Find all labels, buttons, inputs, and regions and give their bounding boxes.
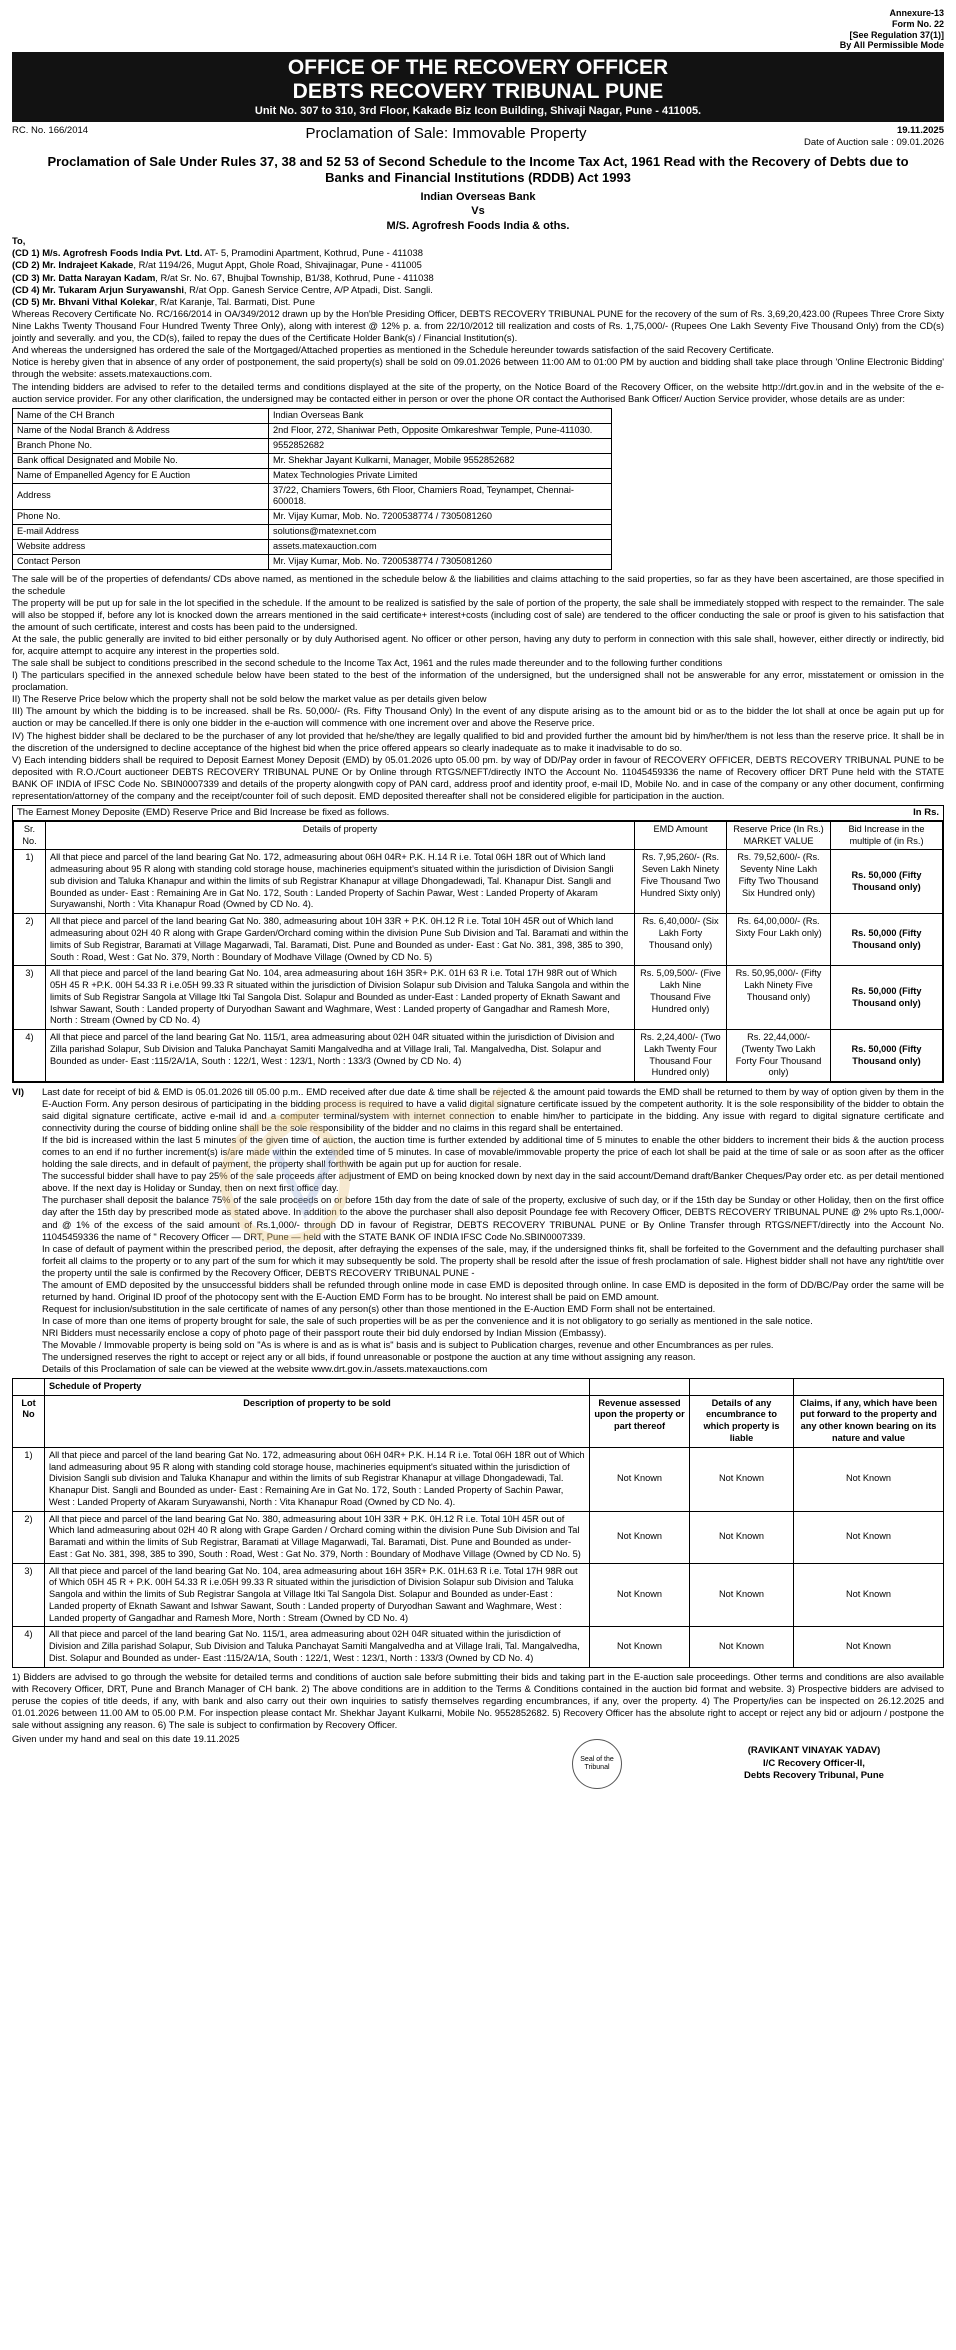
date-block bbox=[804, 122, 944, 149]
table-row: Bank offical Designated and Mobile No. Mr. Shekhar Jayant Kulkarni, Manager, Mobile 9552852682 bbox=[13, 453, 612, 468]
terms-vi-paragraph: The successful bidder shall have to pay 25% of the sale proceeds after adjustment of EMD on being knocked down by next day in the said account/Demand draft/Banker Cheques/Pay order etc. as per detail mentioned above. If the next day is Holiday or Sunday, then on next first office day. bbox=[42, 1170, 944, 1194]
terms-vi-paragraph: The undersigned reserves the right to accept or reject any or all bids, if found unreasonable or postpone the auction at any time without assigning any reason. bbox=[42, 1350, 696, 1362]
rules-heading: Proclamation of Sale Under Rules 37, 38 and 52 53 of Second Schedule to the Income Tax Act, 1961 Read with the Recovery of Debts due to Banks and Financial Institutions (RDDB) Act 1993 bbox=[47, 153, 909, 185]
terms-vi-paragraph: Request for inclusion/substitution in the sale certificate of names of any person(s) other than those mentioned in the E-Auction EMD Form shall not be entertained. bbox=[42, 1302, 716, 1314]
to-label: To, bbox=[12, 235, 26, 247]
table-row: E-mail Address solutions@matexnet.com bbox=[13, 525, 612, 540]
table-row: Phone No. Mr. Vijay Kumar, Mob. No. 7200538774 / 7305081260 bbox=[13, 510, 612, 525]
table-row: 1) All that piece and parcel of the land bearing Gat No. 172, admeasuring about 06H 04R+ P.K. H.14 R i.e. Total 06H 18R out of Which land admeasuring about 95 R along with standing cold storage house, machineries equipment's situated within the jurisdiction of Division Sangli sub division and Taluka Khanapur and within the limits of sub Registrar Khanapur at village Dhongadewadi, Tal. Khanapur Dist. Sangli and Bounded as under- East : Remaining Are in Gat No. 172, South : Landed Property of Sachin Pawar, West : Landed Property of Akaram Suryawanshi, North : Vita Khanapur Road (Owned by CD No. 4). Not Known Not Known Not Known bbox=[13, 1447, 944, 1511]
table-row: Branch Phone No. 9552852682 bbox=[13, 438, 612, 453]
office-title: OFFICE OF THE RECOVERY OFFICER bbox=[287, 56, 669, 80]
table-row: Address 37/22, Chamiers Towers, 6th Floor, Chamiers Road, Teynampet, Chennai-600018. bbox=[13, 483, 612, 510]
sale-term: V) Each intending bidders shall be required to Deposit Earnest Money Deposit (EMD) by 05.01.2026 upto 05.00 pm. by way of DD/Pay order in favour of RECOVERY OFFICER, DEBTS RECOVERY TRIBUNAL PUNE to be deposited with R.O./Court auctioneer DEBTS RECOVERY TRIBUNAL PUNE Or by Online through RTGS/NEFT/directly INTO the Account No. 11045459336 the name of Recovery officer DRT Pune held with the STATE BANK OF INDIA of IFSC Code No. SBIN0007339 and details of the property alongwith copy of PAN card, address proof and identity proof, e-mail ID, Mobile No. and in case of the company or any other document, confirming representation/attorney of the company and the receipt/counter foil of such deposit. EMD deposited thereafter shall not be considered eligible for participation in the auction. bbox=[12, 753, 944, 801]
terms-vi-paragraph: The Movable / Immovable property is being sold on "As is where is and as is what is" basis and is subject to Publication charges, revenue and other Encumbrances as per rules. bbox=[42, 1338, 774, 1350]
auction-date: Date of Auction sale : 09.01.2026 bbox=[804, 137, 944, 149]
emd-table bbox=[13, 821, 943, 1082]
table-row: Name of Empanelled Agency for E Auction Matex Technologies Private Limited bbox=[13, 468, 612, 483]
bidders-advice-paragraph: The intending bidders are advised to refer to the detailed terms and conditions displayed at the site of the property, on the Notice Board of the Recovery Officer, on the website http://drt.gov.in and in the website of the e-auction service provider. For any other clarification, the undersigned may be contacted either in person or over the phone OR contact the Authorised Bank Officer/ Auction Service provider, whose details are as under: bbox=[12, 380, 944, 404]
issue-date: 19.11.2025 bbox=[896, 125, 944, 137]
regulation-ref: [See Regulation 37(1)] bbox=[849, 29, 944, 40]
sale-term: IV) The highest bidder shall be declared to be the purchaser of any lot provided that he/she/they are legally qualified to bid and provided further the amount bid by him/her/them is not less than the reserve price. It shall be in the discretion of the undersigned to decline acceptance of the highest bid when the price offered appears so clearly inadequate as to make it inadvisable to do so. bbox=[12, 729, 944, 753]
form-number: Form No. 22 bbox=[891, 18, 944, 29]
proclamation-title: Proclamation of Sale: Immovable Property bbox=[305, 125, 587, 143]
bank-name: Indian Overseas Bank bbox=[420, 191, 536, 204]
sale-order-paragraph: And whereas the undersigned has ordered the sale of the Mortgaged/Attached properties as mentioned in the Schedule hereunder towards satisfaction of the said Recovery Certificate. bbox=[12, 344, 774, 356]
rc-number: RC. No. 166/2014 bbox=[12, 125, 89, 137]
cd-item: (CD 1) M/s. Agrofresh Foods India Pvt. Ltd. AT- 5, Pramodini Apartment, Kothrud, Pune - 411038 bbox=[12, 247, 423, 259]
cd-item: (CD 2) Mr. Indrajeet Kakade, R/at 1194/26, Mugut Appt, Ghole Road, Shivajinagar, Pune - 411005 bbox=[12, 259, 422, 271]
signatory-name: (RAVIKANT VINAYAK YADAV) bbox=[747, 1744, 881, 1756]
sale-term: The sale will be of the properties of defendants/ CDs above named, as mentioned in the schedule below & the liabilities and claims attaching to the said properties, so far as they have been ascertained, are those specified in the schedule bbox=[12, 573, 944, 597]
cd-item: (CD 4) Mr. Tukaram Arjun Suryawanshi, R/at Opp. Ganesh Service Centre, A/P Atpadi, Dist. Sangli. bbox=[12, 283, 433, 295]
cd-item: (CD 3) Mr. Datta Narayan Kadam, R/at Sr. No. 67, Bhujbal Township, B1/38, Kothrud, Pune - 411038 bbox=[12, 271, 434, 283]
intro-section bbox=[12, 308, 944, 404]
table-header-row bbox=[13, 1378, 944, 1395]
signatory-title: I/C Recovery Officer-II, bbox=[763, 1757, 865, 1769]
signatory-office: Debts Recovery Tribunal, Pune bbox=[744, 1770, 884, 1782]
contact-table bbox=[12, 408, 612, 571]
recovery-certificate-paragraph: Whereas Recovery Certificate No. RC/166/2014 in OA/349/2012 drawn up by the Hon'ble Presiding Officer, DEBTS RECOVERY TRIBUNAL PUNE for the recovery of the sum of Rs. 3,69,20,423.00 (Rupees Three Crore Sixty Nine Lakhs Twenty Thousand Four Hundred Twenty Three Only), along with interest @ 12% p. a. from 22/10/2012 till realization and costs of Rs. 1,75,000/- (Rupees One Lakh Seventy Five Thousand Only) from the CD(s) jointly and severally. and you, the CD(s), failed to repay the dues of the Certificate Holder Bank(s) / Financial Institution(s). bbox=[12, 308, 944, 344]
defendant-name: M/S. Agrofresh Foods India & oths. bbox=[386, 219, 570, 232]
terms-vi-paragraph: NRI Bidders must necessarily enclose a copy of photo page of their passport route their bid duly endorsed by Indian Mission (Embassy). bbox=[42, 1326, 607, 1338]
terms-vi-paragraph: Last date for receipt of bid & EMD is 05.01.2026 till 05.00 p.m.. EMD received after due date & time shall be rejected & the amount paid towards the EMD shall be returned to them by way of option given by them in the E-Auction Form. Any person desirous of participating in the bidding process is required to have a valid digital signature certificate issued by the competent authority. It is the sole responsibility of the bidder to obtain the said digital signature certificate, active e-mail id and a computer terminal/system with internet connection to enable him/her to participate in the bidding. Any issue with regard to digital signature certificate and connectivity during the course of bidding online shall be the sole responsibility of the bidder and no claims in this regard shall be entertained. bbox=[42, 1086, 944, 1134]
annexure-number: Annexure-13 bbox=[889, 8, 944, 18]
sale-term: III) The amount by which the bidding is to be increased. shall be Rs. 50,000/- (Rs. Fifty Thousand Only) In the event of any dispute arising as to the amount bid or as to the bidder the lot shall at once be again put up for auction or may be cancelled.If there is only one bidder in the e-auction will commence with one increment over and above the Reserve price. bbox=[12, 705, 944, 729]
emd-unit: In Rs. bbox=[913, 806, 939, 818]
table-row: 2) All that piece and parcel of the land bearing Gat No. 380, admeasuring about 10H 33R + P.K. 0H.12 R i.e. Total 10H 45R out of Which land admeasuring about 02H 40 R along with Grape Garden/Orchard coming within the division Pune Sub Division and Tal. Baramati and within the limits of Sub Registrar, Baramati at Village Magarwadi, Tal. Baramati, Dist. Pune and Bounded as under- East : Gat No. 381, 398, 385 to 390, South : Road, West : Gat No. 379, North : Boundary of Modhave Village (Owned by CD No. 5) Rs. 6,40,000/- (Six Lakh Forty Thousand only) Rs. 64,00,000/- (Rs. Sixty Four Lakh only) Rs. 50,000 (Fifty Thousand only) bbox=[14, 914, 943, 966]
cd-list bbox=[12, 235, 944, 308]
emd-section bbox=[12, 805, 944, 1083]
sale-term: I) The particulars specified in the annexed schedule below have been stated to the best of the information of the undersigned, but the undersigned shall not be answerable for any error, misstatement or omission in the proclamation. bbox=[12, 669, 944, 693]
tribunal-title: DEBTS RECOVERY TRIBUNAL PUNE bbox=[292, 80, 664, 104]
terms-vi-paragraph: If the bid is increased within the last 5 minutes of the given time of auction, the auction time is further extended by additional time of 5 minutes to enable the other bidders to increment their bids & the auction process comes to an end if no further increment(s) is/are made within the extended time of 5 minutes. In case of movable/immovable property the price of each lot shall be paid at the time of sale or as soon after as the officer holding the sale directs, and in default of payment, the property shall forthwith be again put up for auction for resale. bbox=[42, 1134, 944, 1170]
cd-item: (CD 5) Mr. Bhvani Vithal Kolekar, R/at Karanje, Tal. Barmati, Dist. Pune bbox=[12, 296, 315, 308]
table-row: 1) All that piece and parcel of the land bearing Gat No. 172, admeasuring about 06H 04R+ P.K. H.14 R i.e. Total 06H 18R out of Which land admeasuring about 95 R along with standing cold storage house, machineries equipment's situated within the jurisdiction of Division Sangli sub division and Taluka Khanapur and within the limits of sub Registrar Khanapur at village Dhongadewadi, Tal. Khanapur Dist. Sangli and Bounded as under- East : Remaining Are in Gat No. 172, South : Landed Property of Sachin Pawar, West : Landed Property of Akaram Suryawanshi, North : Vita Khanapur Road (Owned by CD No. 4). Rs. 7,95,260/- (Rs. Seven Lakh Ninety Five Thousand Two Hundred Sixty only) Rs. 79,52,600/- (Rs. Seventy Nine Lakh Fifty Two Thousand Six Hundred only) Rs. 50,000 (Fifty Thousand only) bbox=[14, 850, 943, 914]
table-row: Name of the CH Branch Indian Overseas Bank bbox=[13, 408, 612, 423]
emd-heading: The Earnest Money Deposite (EMD) Reserve Price and Bid Increase be fixed as follows. bbox=[17, 806, 390, 818]
table-header-row: Sr. No. Details of property EMD Amount Reserve Price (In Rs.) MARKET VALUE Bid Increase in the multiple of (in Rs.) bbox=[14, 821, 943, 850]
terms-vi-label: VI) bbox=[12, 1086, 24, 1098]
tribunal-seal: Seal of the Tribunal bbox=[572, 1739, 622, 1789]
sale-term: II) The Reserve Price below which the property shall not be sold below the market value as per details given below bbox=[12, 693, 487, 705]
delivery-mode: By All Permissible Mode bbox=[839, 40, 944, 51]
terms-vi-paragraph: Details of this Proclamation of sale can be viewed at the website www.drt.gov.in./assets.matexauctions.com bbox=[42, 1362, 488, 1374]
sale-term: The property will be put up for sale in the lot specified in the schedule. If the amount to be realized is satisfied by the sale of portion of the property, the sale shall be immediately stopped with respect to the remainder. The sale will also be stopped if, before any lot is knocked down the arrears mentioned in the said certificate+ interest+costs (including cost of sale) are tendered to the officer conducting the sale or proof is given to his satisfaction that the amount of such certificate, interest and costs has been paid to the undersigned. bbox=[12, 597, 944, 633]
office-banner bbox=[12, 52, 944, 122]
notice-paragraph: Notice is hereby given that in absence of any order of postponement, the said property(s) shall be sold on 09.01.2026 between 11:00 AM to 01:00 PM by auction and bidding shall take place through 'Online Electronic Bidding' through the website: assets.matexauctions.com. bbox=[12, 356, 944, 380]
table-row: 3) All that piece and parcel of the land bearing Gat No. 104, area admeasuring about 16H 35R+ P.K. 01H 63 R i.e. Total 17H 98R out of Which 05H 45 R +P.K. 00H 54.33 R i.e.05H 99.33 R situated within the jurisdiction of Division Solapur sub Division and Taluka Sangola and within the limits of Sub Registrar Sangola at Village Itki Tal Sangola Dist. Solapur and Bounded as under-East : Landed property of Eknath Sawant and Ishwar Sawant, South : Landed property of Duryodhan Sawant and Waghmare, West : Landed property of Gangadhar and Ramesh More, North : Stream (Owned by CD No. 4) Rs. 5,09,500/- (Five Lakh Nine Thousand Five Hundred only) Rs. 50,95,000/- (Fifty Lakh Ninety Five Thousand only) Rs. 50,000 (Fifty Thousand only) bbox=[14, 966, 943, 1030]
terms-vi-section bbox=[12, 1086, 944, 1375]
parties-block bbox=[12, 190, 944, 233]
terms-vi-paragraph: In case of more than one items of property brought for sale, the sale of such properties will be as per the convenience and it is not obligatory to go serially as mentioned in the sale notice. bbox=[42, 1314, 813, 1326]
footer-notes: 1) Bidders are advised to go through the website for detailed terms and conditions of auction sale before submitting their bids and taking part in the E-auction sale proceedings. Other terms and conditions are also available with Recovery Officer, DRT, Pune and Branch Manager of CH bank. 2) The above conditions are in addition to the Terms & Conditions contained in the auction bid format and website. 3) Prospective bidders are advised to peruse the copies of title deeds, if any, with bank and also carry out their own inquiries to satisfy themselves regarding encumbrances, if any, over the property. 4) The Property/ies can be inspected on 26.12.2025 and 01.01.2026 between 11.00 AM to 05.00 P.M. For inspection please contact Mr. Shekhar Jayant Kulkarni, Mobile No. 9552852682. 5) Recovery Officer has the absolute right to accept or reject any bid or adjourn / postpone the sale without assigning any reason. 6) The sale is subject to confirmation by Recovery Officer. bbox=[12, 1670, 944, 1730]
sale-term: At the sale, the public generally are invited to bid either personally or by duly Authorised agent. No officer or other person, having any duty to perform in connection with this sale shall, however, either directly or indirectly, bid for, acquire attempt to acquire any interest in the properties sold. bbox=[12, 633, 944, 657]
signature-block bbox=[684, 1745, 944, 1783]
sale-terms-section bbox=[12, 573, 944, 802]
terms-vi-paragraph: The amount of EMD deposited by the unsuccessful bidders shall be refunded through online mode in case EMD is deposited through online. In case EMD is deposited in the form of DD/BC/Pay order the same will be returned by hand. Original ID proof of the photocopy sent with the E-Auction EMD Form has to be brought. No interest shall be paid on EMD amount. bbox=[42, 1278, 944, 1302]
versus-label: Vs bbox=[471, 205, 485, 218]
terms-vi-paragraph: The purchaser shall deposit the balance 75% of the sale proceeds on or before 15th day from the date of sale of the property, exclusive of such day, or if the 15th day be Sunday or other Holiday, then on the first office day after the 15th day by prescribed mode as stated above. In addition to the above the purchaser shall also deposit Poundage fee with Recovery Officer, DEBTS RECOVERY TRIBUNAL PUNE @ 2% upto Rs.1,000/- and @ 1% of the excess of the said amount of Rs.1,000/- through DD in favour of Registrar, DEBTS RECOVERY TRIBUNAL PUNE or By Online Transfer through RTGS/NEFT/directly into the Account No. 11045459336 the name of " Recovery Officer — DRT, Pune — held with the STATE BANK OF INDIA IFSC Code No.SBIN0007339. bbox=[42, 1194, 944, 1242]
terms-vi-paragraph: In case of default of payment within the prescribed period, the deposit, after defraying the expenses of the sale, may, if the undersigned thinks fit, shall be forfeited to the Government and the defaulting purchaser shall forfeit all claims to the property or to any part of the sum for which it may subsequently be sold. The property shall be resold after the issue of fresh proclamation of sale. Highest bidder shall not have any right/title over the property until the sale is confirmed by the Recovery Officer, DEBTS RECOVERY TRIBUNAL PUNE - bbox=[42, 1242, 944, 1278]
table-row: 4) All that piece and parcel of the land bearing Gat No. 115/1, area admeasuring about 02H 04R situated within the jurisdiction of Division and Zilla parishad Solapur, Sub Division and Taluka Panchayat Samiti Mangalvedha and at Village Irali, Tal. Mangalvedha, Dist. Solapur and Bounded as under- East :115/2A/1A, South : 122/1, West : 123/1, North : 133/3 (Owned by CD No. 4) Rs. 2,24,400/- (Two Lakh Twenty Four Thousand Four Hundred only) Rs. 22,44,000/- (Twenty Two Lakh Forty Four Thousand only) Rs. 50,000 (Fifty Thousand only) bbox=[14, 1030, 943, 1082]
table-header-row: Lot No Description of property to be sold Revenue assessed upon the property or part thereof Details of any encumbrance to which property is liable Claims, if any, which have been put forward to the property and any other known bearing on its nature and value bbox=[13, 1395, 944, 1447]
table-row: 4) All that piece and parcel of the land bearing Gat No. 115/1, area admeasuring about 02H 04R situated within the jurisdiction of Division and Zilla parishad Solapur, Sub Division and Taluka Panchayat Samiti Mangalvedha and at Village Irali, Tal. Mangalvedha, Dist. Solapur and Bounded as under- East :115/2A/1A, South : 122/1, West : 123/1, North : 133/3 (Owned by CD No. 4) Not Known Not Known Not Known bbox=[13, 1627, 944, 1667]
table-row: Contact Person Mr. Vijay Kumar, Mob. No. 7200538774 / 7305081260 bbox=[13, 555, 612, 570]
schedule-title: Schedule of Property bbox=[45, 1378, 590, 1395]
schedule-table bbox=[12, 1378, 944, 1668]
table-row: 2) All that piece and parcel of the land bearing Gat No. 380, admeasuring about 10H 33R + P.K. 0H.12 R i.e. Total 10H 45R out of Which land admeasuring about 02H 40 R along with Grape Garden / Orchard coming within the division Pune Sub Division and Tal Baramati and within the limits of Sub Registrar, Baramati at Village Magarwadi, Tal. Baramati, Dist. Pune and Bounded as under- East : Gat No. 381, 398, 385 to 390, South : Road, West : Gat No. 379, North : Boundary of Modhave Village (Owned by CD No. 5) Not Known Not Known Not Known bbox=[13, 1511, 944, 1563]
table-row: 3) All that piece and parcel of the land bearing Gat No. 104, area admeasuring about 16H 35R+ P.K. 01H.63 R i.e. Total 17H 98R out of Which 05H 45 R + P.K. 00H 54.33 R i.e.05H 99.33 R situated within the jurisdiction of Division Solapur sub Division and Taluka Sangola and within the limits of Sub Registrar Sangola at Village Itki Tal Sangola Dist. Solapur and Bounded as under-East : Landed property of Eknath Sawant and Ishwar Sawant, South : Landed property of Duryodhan Sawant and Waghmare, West : Landed property of Gangadhar and Ramesh More, North : Stream (Owned by CD No. 4) Not Known Not Known Not Known bbox=[13, 1563, 944, 1627]
given-under-text: Given under my hand and seal on this date 19.11.2025 bbox=[12, 1732, 240, 1744]
annexure-block bbox=[12, 8, 944, 51]
office-address: Unit No. 307 to 310, 3rd Floor, Kakade Biz Icon Building, Shivaji Nagar, Pune - 411005. bbox=[254, 105, 702, 118]
table-row: Website address assets.matexauction.com bbox=[13, 540, 612, 555]
sale-term: The sale shall be subject to conditions prescribed in the second schedule to the Income Tax Act, 1961 and the rules made thereunder and to the following further conditions bbox=[12, 657, 723, 669]
table-row: Name of the Nodal Branch & Address 2nd Floor, 272, Shaniwar Peth, Opposite Omkareshwar Temple, Pune-411030. bbox=[13, 423, 612, 438]
